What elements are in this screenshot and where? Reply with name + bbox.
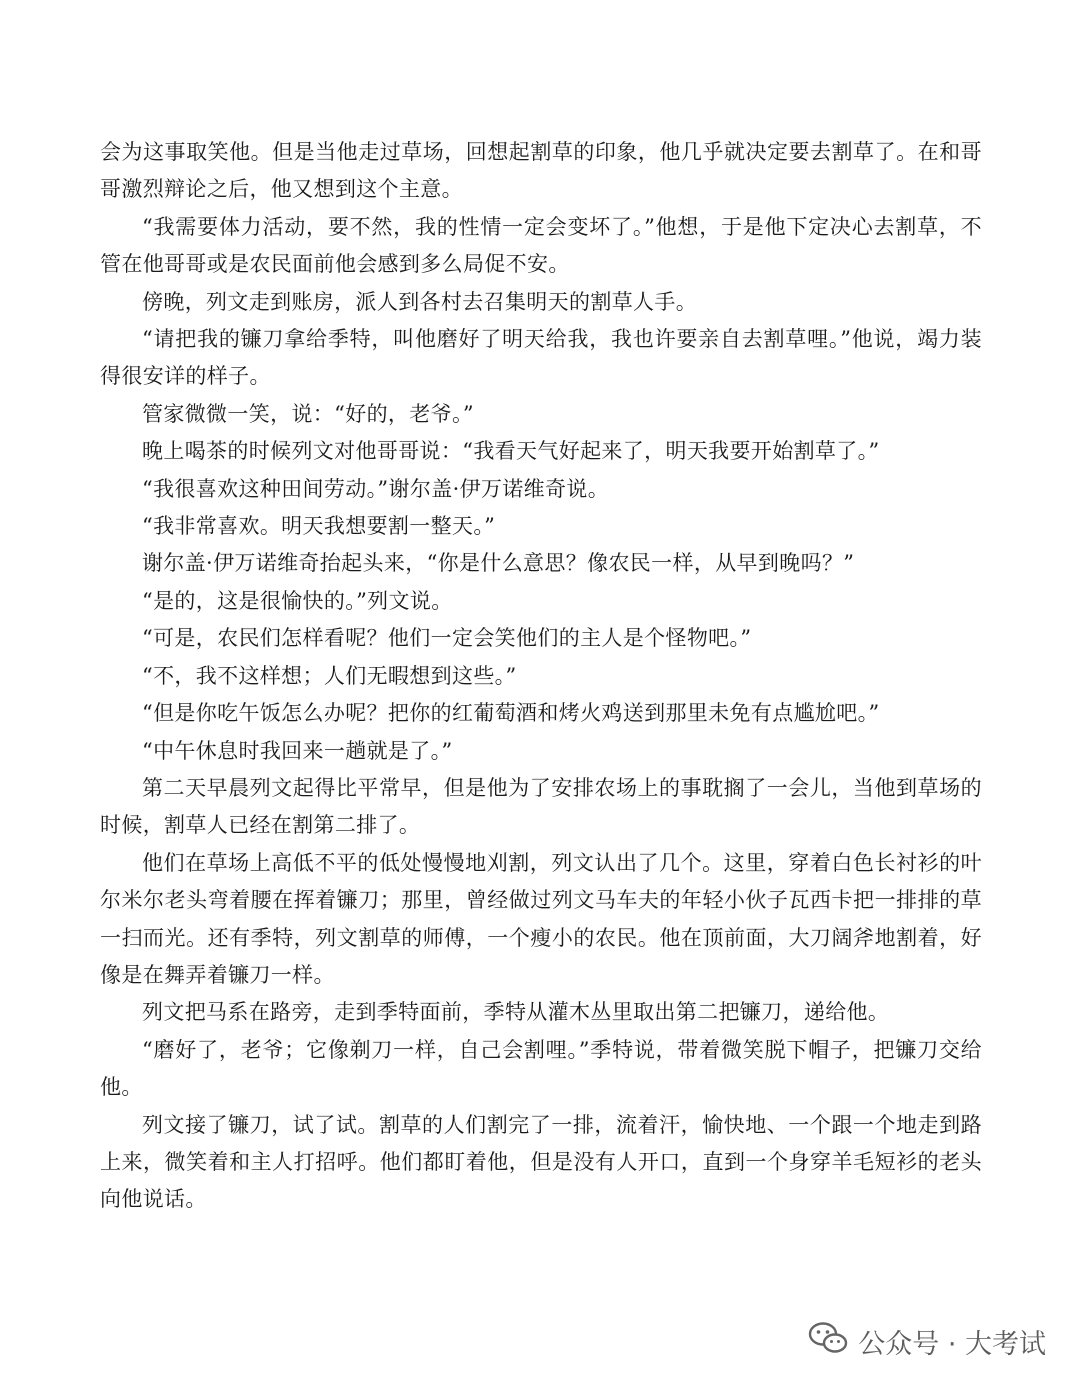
- watermark: [808, 1321, 1046, 1362]
- paragraph: 列文接了镰刀，试了试。割草的人们割完了一排，流着汗，愉快地、一个跟一个地走到路上来，微笑着和主人打招呼。他们都盯着他，但是没有人开口，直到一个身穿羊毛短衫的老头向他说话。: [100, 1112, 982, 1212]
- paragraph: “中午休息时我回来一趟就是了。”: [142, 738, 453, 763]
- paragraph: “我很喜欢这种田间劳动。”谢尔盖·伊万诺维奇说。: [142, 476, 610, 501]
- paragraph: 傍晚，列文走到账房，派人到各村去召集明天的割草人手。: [142, 289, 698, 314]
- paragraph: 会为这事取笑他。但是当他走过草场，回想起割草的印象，他几乎就决定要去割草了。在和哥哥激烈辩论之后，他又想到这个主意。: [100, 140, 982, 202]
- paragraph: “我需要体力活动，要不然，我的性情一定会变坏了。”他想，于是他下定决心去割草，不管在他哥哥或是农民面前他会感到多么局促不安。: [100, 214, 982, 277]
- paragraph: 谢尔盖·伊万诺维奇抬起头来，“你是什么意思？像农民一样，从早到晚吗？”: [142, 551, 855, 576]
- watermark-text: 公众号 · 大考试: [858, 1329, 1046, 1360]
- paragraph: “请把我的镰刀拿给季特，叫他磨好了明天给我，我也许要亲自去割草哩。”他说，竭力装得很安详的样子。: [100, 327, 982, 389]
- wechat-icon: [808, 1321, 848, 1362]
- paragraph: “但是你吃午饭怎么办呢？把你的红葡萄酒和烤火鸡送到那里未免有点尴尬吧。”: [142, 701, 880, 726]
- paragraph: “磨好了，老爷；它像剃刀一样，自己会割哩。”季特说，带着微笑脱下帽子，把镰刀交给他。: [100, 1037, 982, 1100]
- document-page: [100, 134, 982, 1219]
- paragraph: 晚上喝茶的时候列文对他哥哥说：“我看天气好起来了，明天我要开始割草了。”: [142, 439, 880, 464]
- paragraph: “是的，这是很愉快的。”列文说。: [142, 588, 453, 613]
- paragraph: 管家微微一笑，说：“好的，老爷。”: [142, 401, 474, 426]
- paragraph: “不，我不这样想；人们无暇想到这些。”: [142, 663, 517, 688]
- paragraph: “可是，农民们怎样看呢？他们一定会笑他们的主人是个怪物吧。”: [142, 626, 752, 651]
- paragraph: 他们在草场上高低不平的低处慢慢地刈割，列文认出了几个。这里，穿着白色长衬衫的叶尔米尔老头弯着腰在挥着镰刀；那里，曾经做过列文马车夫的年轻小伙子瓦西卡把一排排的草一扫而光。还有季特，列文割草的师傅，一个瘦小的农民。他在顶前面，大刀阔斧地割着，好像是在舞弄着镰刀一样。: [100, 850, 982, 987]
- paragraph: 第二天早晨列文起得比平常早，但是他为了安排农场上的事耽搁了一会儿，当他到草场的时候，割草人已经在割第二排了。: [100, 775, 982, 838]
- paragraph: 列文把马系在路旁，走到季特面前，季特从灌木丛里取出第二把镰刀，递给他。: [142, 1000, 890, 1025]
- paragraph: “我非常喜欢。明天我想要割一整天。”: [142, 514, 496, 539]
